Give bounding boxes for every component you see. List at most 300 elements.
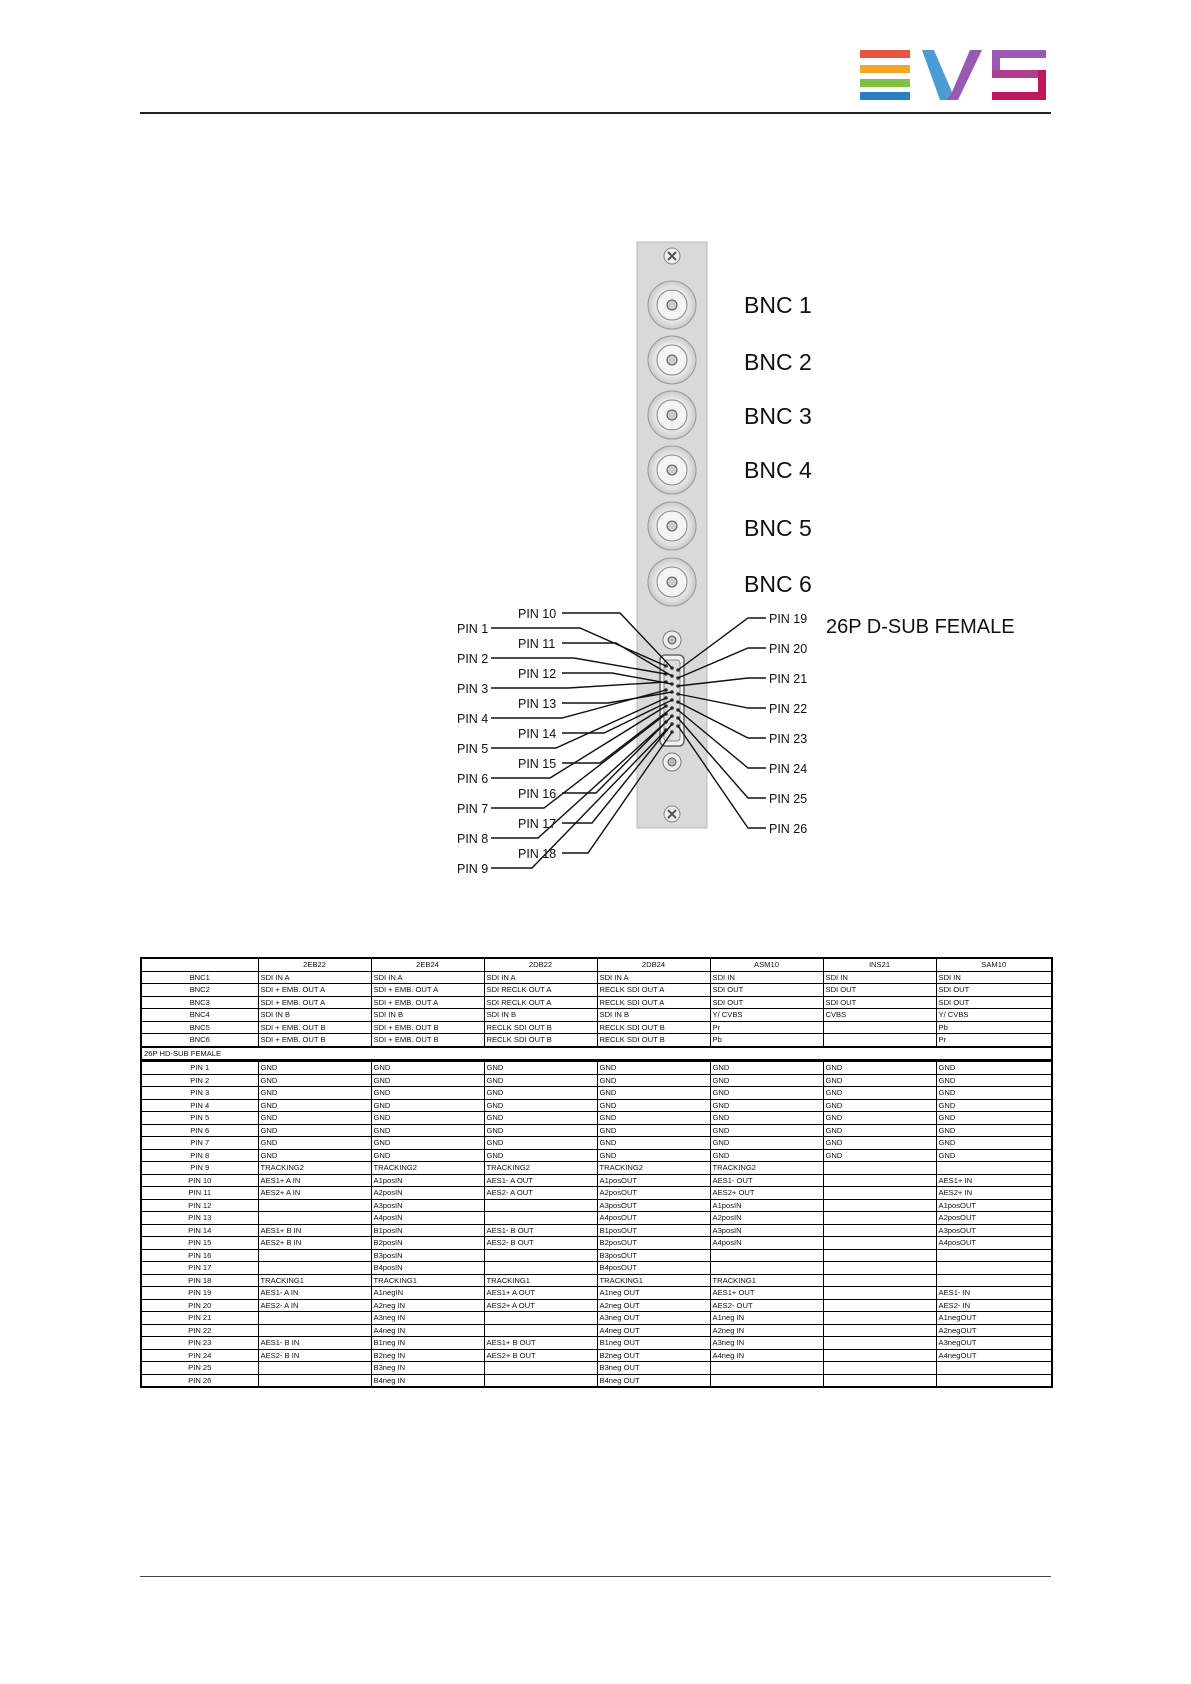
table-row	[141, 1374, 1052, 1387]
table-cell: AES2+ OUT	[710, 1187, 823, 1200]
table-cell: A4neg IN	[710, 1349, 823, 1362]
table-cell	[258, 1312, 371, 1325]
table-cell: B2neg IN	[371, 1349, 484, 1362]
table-row	[141, 1199, 1052, 1212]
table-cell: TRACKING2	[597, 1162, 710, 1175]
table-cell: B3posOUT	[597, 1249, 710, 1262]
table-cell: A4posIN	[371, 1212, 484, 1225]
table-cell: RECLK SDI OUT B	[484, 1034, 597, 1047]
table-cell: A1negOUT	[936, 1312, 1052, 1325]
table-cell	[823, 1324, 936, 1337]
table-cell: A4posIN	[710, 1237, 823, 1250]
table-cell: A1negIN	[371, 1287, 484, 1300]
header-cell: 2EB24	[371, 958, 484, 971]
table-row	[141, 1249, 1052, 1262]
table-cell: A2posOUT	[936, 1212, 1052, 1225]
row-label-cell: PIN 22	[141, 1324, 258, 1337]
table-cell: SDI IN B	[484, 1009, 597, 1022]
table-cell: GND	[484, 1061, 597, 1075]
pin-label-6: PIN 6	[457, 772, 489, 786]
table-cell: GND	[371, 1061, 484, 1075]
table-row	[141, 1349, 1052, 1362]
table-cell: A3neg IN	[371, 1312, 484, 1325]
table-row	[141, 1337, 1052, 1350]
bnc-connector-4	[648, 446, 696, 494]
table-cell: GND	[258, 1074, 371, 1087]
table-cell: SDI + EMB. OUT A	[371, 996, 484, 1009]
table-cell: A2posIN	[371, 1187, 484, 1200]
footer-rule	[140, 1576, 1051, 1577]
table-cell	[823, 1174, 936, 1187]
table-cell	[484, 1374, 597, 1387]
table-cell: CVBS	[823, 1009, 936, 1022]
table-cell: SDI IN B	[597, 1009, 710, 1022]
table-cell	[258, 1362, 371, 1375]
table-cell: SDI OUT	[710, 996, 823, 1009]
pin-label-26: PIN 26	[769, 822, 808, 836]
table-cell: B2neg OUT	[597, 1349, 710, 1362]
table-cell: AES1- B IN	[258, 1337, 371, 1350]
table-row	[141, 996, 1052, 1009]
table-cell: A4posOUT	[936, 1237, 1052, 1250]
table-cell: RECLK SDI OUT B	[597, 1034, 710, 1047]
table-cell: GND	[371, 1124, 484, 1137]
bnc-label-2: BNC 2	[744, 349, 812, 375]
table-cell: GND	[710, 1087, 823, 1100]
pin-label-16: PIN 16	[518, 787, 557, 801]
table-cell: GND	[823, 1112, 936, 1125]
table-cell: GND	[371, 1112, 484, 1125]
table-cell	[936, 1262, 1052, 1275]
bnc-connector-6	[648, 558, 696, 606]
table-row	[141, 971, 1052, 984]
table-cell: GND	[371, 1087, 484, 1100]
table-cell	[823, 1249, 936, 1262]
table-cell	[484, 1324, 597, 1337]
table-cell: SDI IN	[710, 971, 823, 984]
table-cell: SDI RECLK OUT A	[484, 996, 597, 1009]
table-cell: RECLK SDI OUT B	[484, 1021, 597, 1034]
table-cell: GND	[597, 1149, 710, 1162]
table-cell: SDI + EMB. OUT B	[371, 1021, 484, 1034]
table-cell: AES1- A OUT	[484, 1174, 597, 1187]
table-cell: GND	[484, 1074, 597, 1087]
header-cell	[141, 958, 258, 971]
table-cell: AES2+ IN	[936, 1187, 1052, 1200]
table-cell: AES1- OUT	[710, 1174, 823, 1187]
row-label-cell: PIN 16	[141, 1249, 258, 1262]
row-label-cell: PIN 21	[141, 1312, 258, 1325]
table-cell: B4neg OUT	[597, 1374, 710, 1387]
row-label-cell: BNC2	[141, 984, 258, 997]
table-row	[141, 1021, 1052, 1034]
table-cell: A1posIN	[371, 1174, 484, 1187]
table-cell: TRACKING1	[258, 1274, 371, 1287]
table-cell: AES1- A IN	[258, 1287, 371, 1300]
row-label-cell: PIN 17	[141, 1262, 258, 1275]
table-cell: B3neg IN	[371, 1362, 484, 1375]
table-cell: GND	[710, 1099, 823, 1112]
table-cell: SDI OUT	[936, 996, 1052, 1009]
pin-label-2: PIN 2	[457, 652, 489, 666]
table-cell: GND	[936, 1087, 1052, 1100]
bnc-label-5: BNC 5	[744, 515, 812, 541]
table-cell: SDI + EMB. OUT A	[258, 984, 371, 997]
row-label-cell: PIN 23	[141, 1337, 258, 1350]
table-cell: A3posOUT	[597, 1199, 710, 1212]
table-cell: GND	[710, 1137, 823, 1150]
table-cell: GND	[484, 1137, 597, 1150]
table-cell: A3neg OUT	[597, 1312, 710, 1325]
table-cell	[823, 1162, 936, 1175]
table-cell: TRACKING1	[710, 1274, 823, 1287]
table-cell: AES1+ A IN	[258, 1174, 371, 1187]
table-cell: A3neg IN	[710, 1337, 823, 1350]
section-label: 26P HD-SUB FEMALE	[141, 1047, 1052, 1061]
table-cell: GND	[597, 1137, 710, 1150]
panel-screw-top	[664, 248, 680, 264]
panel-screw-bottom	[664, 806, 680, 822]
table-cell: GND	[484, 1149, 597, 1162]
table-cell: SDI OUT	[823, 984, 936, 997]
pin-label-7: PIN 7	[457, 802, 489, 816]
table-cell: A4negOUT	[936, 1349, 1052, 1362]
table-cell: GND	[597, 1074, 710, 1087]
table-cell: Pr	[936, 1034, 1052, 1047]
table-cell: SDI OUT	[710, 984, 823, 997]
bnc-connector-5	[648, 502, 696, 550]
table-cell	[936, 1249, 1052, 1262]
row-label-cell: PIN 24	[141, 1349, 258, 1362]
table-cell: GND	[258, 1124, 371, 1137]
table-cell: GND	[823, 1137, 936, 1150]
table-cell: RECLK SDI OUT B	[597, 1021, 710, 1034]
table-cell	[936, 1362, 1052, 1375]
table-cell: A1neg OUT	[597, 1287, 710, 1300]
table-row	[141, 1061, 1052, 1075]
table-cell: TRACKING2	[710, 1162, 823, 1175]
row-label-cell: PIN 18	[141, 1274, 258, 1287]
table-cell	[823, 1187, 936, 1200]
bnc-label-4: BNC 4	[744, 457, 812, 483]
table-cell: GND	[484, 1112, 597, 1125]
table-cell: AES2+ A OUT	[484, 1299, 597, 1312]
table-row	[141, 1174, 1052, 1187]
table-cell	[258, 1374, 371, 1387]
table-cell	[484, 1212, 597, 1225]
table-cell	[484, 1262, 597, 1275]
table-cell: A4posOUT	[597, 1212, 710, 1225]
pin-label-19: PIN 19	[769, 612, 808, 626]
table-cell: SDI IN B	[258, 1009, 371, 1022]
pin-label-5: PIN 5	[457, 742, 489, 756]
table-cell: A4neg OUT	[597, 1324, 710, 1337]
row-label-cell: BNC3	[141, 996, 258, 1009]
section-row	[141, 1047, 1052, 1061]
table-cell: GND	[258, 1099, 371, 1112]
table-row	[141, 1074, 1052, 1087]
table-cell	[258, 1249, 371, 1262]
table-cell	[823, 1199, 936, 1212]
pin-label-18: PIN 18	[518, 847, 557, 861]
row-label-cell: PIN 3	[141, 1087, 258, 1100]
table-row	[141, 1274, 1052, 1287]
table-cell: A1posIN	[710, 1199, 823, 1212]
table-cell	[258, 1262, 371, 1275]
dsub-title-label: 26P D-SUB FEMALE	[826, 616, 1015, 638]
pinout-table	[140, 957, 1053, 1388]
table-cell: A2neg OUT	[597, 1299, 710, 1312]
table-cell: Y/ CVBS	[710, 1009, 823, 1022]
header-cell: 2DB22	[484, 958, 597, 971]
pin-label-22: PIN 22	[769, 702, 808, 716]
bnc-connector-3	[648, 391, 696, 439]
table-cell: GND	[936, 1149, 1052, 1162]
table-cell: SDI + EMB. OUT A	[258, 996, 371, 1009]
table-cell: SDI + EMB. OUT A	[371, 984, 484, 997]
table-cell: RECLK SDI OUT A	[597, 996, 710, 1009]
table-cell	[710, 1262, 823, 1275]
table-cell	[823, 1237, 936, 1250]
table-row	[141, 1299, 1052, 1312]
bnc-label-6: BNC 6	[744, 571, 812, 597]
table-cell	[484, 1199, 597, 1212]
table-cell: GND	[258, 1112, 371, 1125]
table-cell: SDI IN	[823, 971, 936, 984]
table-cell: GND	[823, 1149, 936, 1162]
table-cell	[823, 1262, 936, 1275]
table-cell: AES1- B OUT	[484, 1224, 597, 1237]
table-cell: GND	[710, 1112, 823, 1125]
table-cell: SDI IN B	[371, 1009, 484, 1022]
table-row	[141, 1237, 1052, 1250]
table-cell: GND	[371, 1099, 484, 1112]
table-cell: GND	[597, 1124, 710, 1137]
table-row	[141, 1262, 1052, 1275]
table-cell: AES2+ B OUT	[484, 1349, 597, 1362]
table-cell	[936, 1162, 1052, 1175]
table-cell: TRACKING2	[371, 1162, 484, 1175]
pin-label-10: PIN 10	[518, 607, 557, 621]
table-cell: GND	[371, 1149, 484, 1162]
row-label-cell: PIN 14	[141, 1224, 258, 1237]
table-cell	[823, 1374, 936, 1387]
table-cell: Pr	[710, 1021, 823, 1034]
table-row	[141, 1124, 1052, 1137]
row-label-cell: BNC1	[141, 971, 258, 984]
pin-label-14: PIN 14	[518, 727, 557, 741]
pin-label-15: PIN 15	[518, 757, 557, 771]
bnc-label-3: BNC 3	[744, 403, 812, 429]
table-cell	[258, 1199, 371, 1212]
table-row	[141, 1187, 1052, 1200]
table-cell: B1posOUT	[597, 1224, 710, 1237]
row-label-cell: PIN 6	[141, 1124, 258, 1137]
row-label-cell: PIN 13	[141, 1212, 258, 1225]
header-cell: ASM10	[710, 958, 823, 971]
table-cell: B3posIN	[371, 1249, 484, 1262]
row-label-cell: PIN 4	[141, 1099, 258, 1112]
pin-label-17: PIN 17	[518, 817, 557, 831]
row-label-cell: PIN 15	[141, 1237, 258, 1250]
table-cell: A3posIN	[371, 1199, 484, 1212]
pin-label-11: PIN 11	[518, 637, 556, 651]
table-row	[141, 1099, 1052, 1112]
table-row	[141, 1162, 1052, 1175]
table-cell	[484, 1312, 597, 1325]
table-cell: B4posOUT	[597, 1262, 710, 1275]
table-row	[141, 1009, 1052, 1022]
table-cell: Pb	[710, 1034, 823, 1047]
pin-label-9: PIN 9	[457, 862, 489, 876]
table-cell: A2posOUT	[597, 1187, 710, 1200]
header-cell: 2DB24	[597, 958, 710, 971]
row-label-cell: PIN 1	[141, 1061, 258, 1075]
header-cell: INS21	[823, 958, 936, 971]
table-cell: B1neg IN	[371, 1337, 484, 1350]
table-cell: AES1- IN	[936, 1287, 1052, 1300]
table-row	[141, 1112, 1052, 1125]
table-cell: A3posIN	[710, 1224, 823, 1237]
table-cell: AES1+ A OUT	[484, 1287, 597, 1300]
table-header-row	[141, 958, 1052, 971]
row-label-cell: PIN 19	[141, 1287, 258, 1300]
table-cell	[823, 1349, 936, 1362]
table-cell: Pb	[936, 1021, 1052, 1034]
table-cell: B4posIN	[371, 1262, 484, 1275]
table-cell	[823, 1299, 936, 1312]
table-cell: AES2- A OUT	[484, 1187, 597, 1200]
row-label-cell: PIN 26	[141, 1374, 258, 1387]
table-row	[141, 1324, 1052, 1337]
table-cell	[258, 1324, 371, 1337]
row-label-cell: PIN 12	[141, 1199, 258, 1212]
table-cell	[484, 1249, 597, 1262]
table-cell: A1posOUT	[936, 1199, 1052, 1212]
row-label-cell: BNC5	[141, 1021, 258, 1034]
table-row	[141, 1224, 1052, 1237]
table-cell	[823, 1287, 936, 1300]
row-label-cell: BNC4	[141, 1009, 258, 1022]
table-cell: AES2- B IN	[258, 1349, 371, 1362]
table-row	[141, 1137, 1052, 1150]
table-row	[141, 1034, 1052, 1047]
table-cell: GND	[597, 1061, 710, 1075]
table-cell	[823, 1021, 936, 1034]
table-cell: AES2- IN	[936, 1299, 1052, 1312]
table-row	[141, 1312, 1052, 1325]
table-cell: GND	[597, 1099, 710, 1112]
table-cell	[823, 1212, 936, 1225]
table-cell	[823, 1362, 936, 1375]
table-cell: A2neg IN	[710, 1324, 823, 1337]
table-cell	[823, 1274, 936, 1287]
pin-label-13: PIN 13	[518, 697, 557, 711]
table-cell	[823, 1034, 936, 1047]
table-cell: SDI + EMB. OUT B	[258, 1034, 371, 1047]
table-cell: A3negOUT	[936, 1337, 1052, 1350]
table-cell	[823, 1224, 936, 1237]
table-cell: RECLK SDI OUT A	[597, 984, 710, 997]
table-cell: GND	[258, 1061, 371, 1075]
table-cell: GND	[484, 1087, 597, 1100]
table-cell: TRACKING1	[597, 1274, 710, 1287]
table-cell: AES1+ B IN	[258, 1224, 371, 1237]
table-row	[141, 1087, 1052, 1100]
table-cell: AES2- OUT	[710, 1299, 823, 1312]
table-cell: TRACKING2	[258, 1162, 371, 1175]
table-cell: A2neg IN	[371, 1299, 484, 1312]
table-row	[141, 1362, 1052, 1375]
bnc-connector-2	[648, 336, 696, 384]
table-cell: GND	[710, 1061, 823, 1075]
table-row	[141, 1212, 1052, 1225]
table-cell: GND	[710, 1124, 823, 1137]
table-cell: SDI IN A	[258, 971, 371, 984]
pin-label-23: PIN 23	[769, 732, 808, 746]
table-cell: SDI + EMB. OUT B	[371, 1034, 484, 1047]
pin-label-12: PIN 12	[518, 667, 557, 681]
table-cell: Y/ CVBS	[936, 1009, 1052, 1022]
table-cell: A4neg IN	[371, 1324, 484, 1337]
table-cell: GND	[710, 1149, 823, 1162]
table-cell: B2posIN	[371, 1237, 484, 1250]
table-cell: B2posOUT	[597, 1237, 710, 1250]
table-cell: GND	[484, 1099, 597, 1112]
table-cell	[936, 1374, 1052, 1387]
table-cell: GND	[936, 1137, 1052, 1150]
row-label-cell: PIN 10	[141, 1174, 258, 1187]
table-cell: AES2- A IN	[258, 1299, 371, 1312]
table-cell: GND	[258, 1149, 371, 1162]
row-label-cell: PIN 9	[141, 1162, 258, 1175]
table-cell: GND	[371, 1074, 484, 1087]
table-cell: A2negOUT	[936, 1324, 1052, 1337]
pin-label-25: PIN 25	[769, 792, 808, 806]
pin-label-24: PIN 24	[769, 762, 808, 776]
row-label-cell: BNC6	[141, 1034, 258, 1047]
table-cell: AES1+ B OUT	[484, 1337, 597, 1350]
table-cell: GND	[258, 1087, 371, 1100]
pin-label-21: PIN 21	[769, 672, 808, 686]
table-cell: SDI IN A	[371, 971, 484, 984]
table-cell: GND	[371, 1137, 484, 1150]
table-cell: GND	[258, 1137, 371, 1150]
table-cell: GND	[936, 1099, 1052, 1112]
bnc-connector-1	[648, 281, 696, 329]
table-cell	[710, 1249, 823, 1262]
row-label-cell: PIN 2	[141, 1074, 258, 1087]
table-cell: SDI + EMB. OUT B	[258, 1021, 371, 1034]
table-cell: A2posIN	[710, 1212, 823, 1225]
table-cell: GND	[823, 1087, 936, 1100]
table-cell: GND	[936, 1124, 1052, 1137]
table-cell	[936, 1274, 1052, 1287]
table-cell: SDI IN	[936, 971, 1052, 984]
table-cell: SDI IN A	[484, 971, 597, 984]
table-cell	[258, 1212, 371, 1225]
table-cell	[823, 1337, 936, 1350]
row-label-cell: PIN 25	[141, 1362, 258, 1375]
table-cell: GND	[936, 1112, 1052, 1125]
table-row	[141, 1149, 1052, 1162]
header-cell: SAM10	[936, 958, 1052, 971]
table-cell: B4neg IN	[371, 1374, 484, 1387]
table-cell: AES2+ A IN	[258, 1187, 371, 1200]
table-cell: A1neg IN	[710, 1312, 823, 1325]
table-cell: GND	[823, 1124, 936, 1137]
table-cell: GND	[823, 1061, 936, 1075]
